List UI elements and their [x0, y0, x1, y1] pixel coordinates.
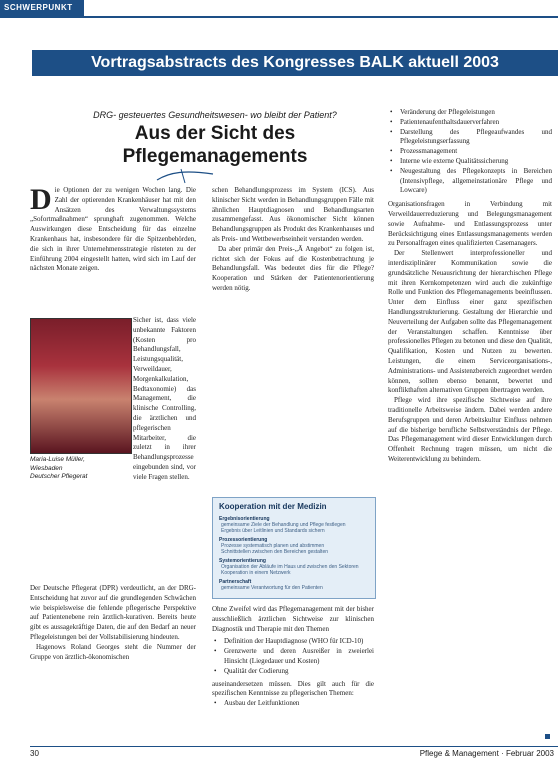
column-1-top: [30, 186, 196, 316]
top-rule: [0, 16, 558, 18]
col1-paragraph-2: Sicher ist, dass viele unbekannte Faktoren (Kosten pro Behandlungsfall, Leistungsqualität, Verweildauer, Morgenkalkulation, Bedtaxonomie) das Management, die klinische Controlling, die ärztlichen und pflegerischen Mitarbeiter, die zuletzt in ihrer Behandlungsprozesse eingebunden sind, vor viele Fragen stellen.: [133, 316, 196, 481]
col3-bullet-list: [388, 108, 552, 196]
list-item: • Ausbau der Leitfunktionen: [222, 699, 374, 709]
author-photo: [30, 318, 132, 454]
box-section-head: Partnerschaft: [219, 579, 252, 585]
col2-paragraph-3: Ohne Zweifel wird das Pflegemanagement mit der bisher ausschließlich ärztlichen Sichtweise zur klinischen Diagnostik und Therapie mit den Themen: [212, 605, 374, 633]
col2-bullet-list: [212, 637, 374, 676]
col3-paragraph-3: Pflege wird ihre spezifische Sichtweise auf ihre traditionelle Arbeitsweise ändern. Dabei werden andere Berufsgruppen und deren Arbeitskultur Einfluss nehmen auf die bisherige berufliche Selbstverständnis der Pflege. Das Pflegemanagement wird dieser Entwicklungen durch Offenheit Rechnung tragen müssen, um nicht die Weiterentwicklung zu behindern.: [388, 396, 552, 463]
list-item: • Interne wie externe Qualitätssicherung: [398, 157, 552, 167]
col1-paragraph-4: Hagenows Roland Georges steht die Nummer der Gruppe von ärztlich-ökonomischen: [30, 642, 196, 661]
article-headline: Aus der Sicht des Pflegemanagements: [122, 123, 308, 167]
box-line: Schnittstellen zwischen den Bereichen gestalten: [221, 549, 329, 555]
caption-name: Maria-Luise Müller,: [30, 456, 85, 463]
photo-caption: [30, 456, 130, 482]
box-section-head: Ergebnisorientierung: [219, 516, 270, 522]
list-item: • Definition der Hauptdiagnose (WHO für ICD-10): [222, 637, 374, 647]
list-item: • Patientenaufenthaltsdauerverfahren: [398, 118, 552, 128]
journal-footer: Pflege & Management · Februar 2003: [419, 749, 554, 758]
col2-paragraph-4: auseinandersetzen müssen. Dies gilt auch für die spezifischen Kenntnisse zu pflegerischen Themen:: [212, 679, 374, 698]
list-item: • Grenzwerte und deren Ausreißer in zweierlei Hinsicht (Liegedauer und Kosten): [222, 647, 374, 667]
list-item: • Neugestaltung des Pflegekonzepts in Bereichen (Intensivpflege, allgemeinstationäre Pflege und Lowcare): [398, 167, 552, 196]
box-line: Organisation der Abläufe im Haus und zwischen den Sektoren: [221, 564, 359, 570]
col3-paragraph-2: Der Stellenwert interprofessioneller und interdisziplinärer Kommunikation sowie die grundsätzliche Neuausrichtung der hierarchischen Pflege mit ihren Kernkompetenzen wird auch die zukünftige Rolle und Funktion des Pflegemanagements beeinflussen. Unter dem Einfluss einer ganz spezifischen Handlungsstrukturierung. Gestaltung der Hierarchie und Neuverteilung der Aufgaben sollte das Pflegemanagement der Veranstaltungen schaffen. Kenntnisse über professionelles Pflegen zu betonen und diese den Qualität, Qualifikation, Kosten und Nutzen zu bewerten. Leistungen, die einem Serviceorganisations-, Administrations- und Assistenzbereich zugeordnet werden können, sollten ebenso benannt, bewertet und konflikthaften alternativen Gruppen übertragen werden.: [388, 249, 552, 395]
column-1-bottom: [30, 584, 196, 734]
kicker-line: DRG- gesteuertes Gesundheitswesen- wo bleibt der Patient?: [93, 110, 337, 120]
col2-bullet-list-2: [212, 699, 374, 709]
col1-paragraph-3: Der Deutsche Pflegerat (DPR) verdeutlicht, an der DRG-Entscheidung hat zuvor auf die grundlegenden Schwächen wie beispielsweise die fehlende pflegerische Perspektive auf Patientenebene rein ärztlich-kurativen. Bereits heute gibt es aussagekräftige Daten, die auf den Bedarf an neuer Pflegeleistungen bei der Vollstabilisierung hindeuten.: [30, 584, 196, 641]
col2-paragraph-2: Da aber primär den Preis-„Ā Angebot“ zu folgen ist, richtet sich der Fokus auf die Kostenbetrachtung je Behandlungsfall. Was bedeutet dies für die Pflege? Kooperation und Stärken der Patientenorientierung werden nötig.: [212, 244, 374, 292]
box-line: Prozesse systematisch planen und abstimmen: [221, 543, 325, 549]
footer-rule: [30, 746, 558, 747]
drop-cap: D: [30, 186, 52, 216]
banner-title: Vortragsabstracts des Kongresses BALK aktuell 2003: [32, 50, 558, 76]
list-item: • Darstellung des Pflegeaufwandes und Pflegeleistungserfassung: [398, 128, 552, 148]
box-line: gemeinsame Ziele der Behandlung und Pflege festlegen: [221, 522, 346, 528]
list-item: • Prozessmanagement: [398, 147, 552, 157]
section-tag: SCHWERPUNKT: [0, 0, 84, 16]
box-line: Kooperation in einem Netzwerk: [221, 570, 291, 576]
box-section-head: Systemorientierung: [219, 558, 266, 564]
box-section-head: Prozessorientierung: [219, 537, 268, 543]
pen-stroke-icon: [155, 168, 215, 184]
caption-city: Wiesbaden: [30, 464, 63, 472]
column-2-bottom: [212, 605, 374, 737]
caption-org: Deutscher Pflegerat: [30, 473, 88, 480]
column-1-narrow: [133, 316, 196, 582]
box-title: Kooperation mit der Medizin: [219, 502, 327, 511]
page-number: 30: [30, 749, 39, 758]
box-line: Ergebnis über Leitlinien und Standards sichern: [221, 528, 325, 534]
col1-paragraph-1: ie Optionen der zu wenigen Wochen lang. Die Zahl der optierenden Krankenhäuser hat mit den Ansätzen des Verwaltungssystems „Sofortmaßnahmen“ sprunghaft zugenommen. Welche Auswirkungen diese Entscheidung für das einzelne Krankenhaus hat, insbesondere für die Spitzenbehörden, die sich in ihrer Unternehmensstrategie rüsteten zu der Einführung 2004 eingestellt hatten, wird sich im Lauf der nächsten Monate zeigen.: [30, 186, 196, 273]
column-2-top: [212, 186, 374, 492]
end-mark: [545, 734, 550, 739]
cooperation-info-box: [212, 497, 376, 599]
col3-paragraph-1: Organisationsfragen in Verbindung mit Verweildauerreduzierung und Belegungsmanagement sowie Aufnahme- und Entlassungsprozess unter Berücksichtigung eines Entlassungsmanagements werden zu Personalfragen eines qualifizierten Casemanagers.: [388, 200, 552, 248]
column-3: [388, 108, 552, 736]
list-item: • Veränderung der Pflegeleistungen: [398, 108, 552, 118]
list-item: • Qualität der Codierung: [222, 667, 374, 677]
col2-paragraph-1: schen Behandlungsprozess im System (ICS). Aus klinischer Sicht werden in Behandlungsgruppen Fälle mit ähnlichen Hauptdiagnosen und Behandlungsarten zusammengefasst. Aus ökonomischer Sicht können Behandlungsgruppen als Produkt des Krankenhauses und als Preis- und Wettbewerbseinheit verstanden werden.: [212, 186, 374, 243]
box-line: gemeinsame Verantwortung für den Patienten: [221, 585, 323, 591]
